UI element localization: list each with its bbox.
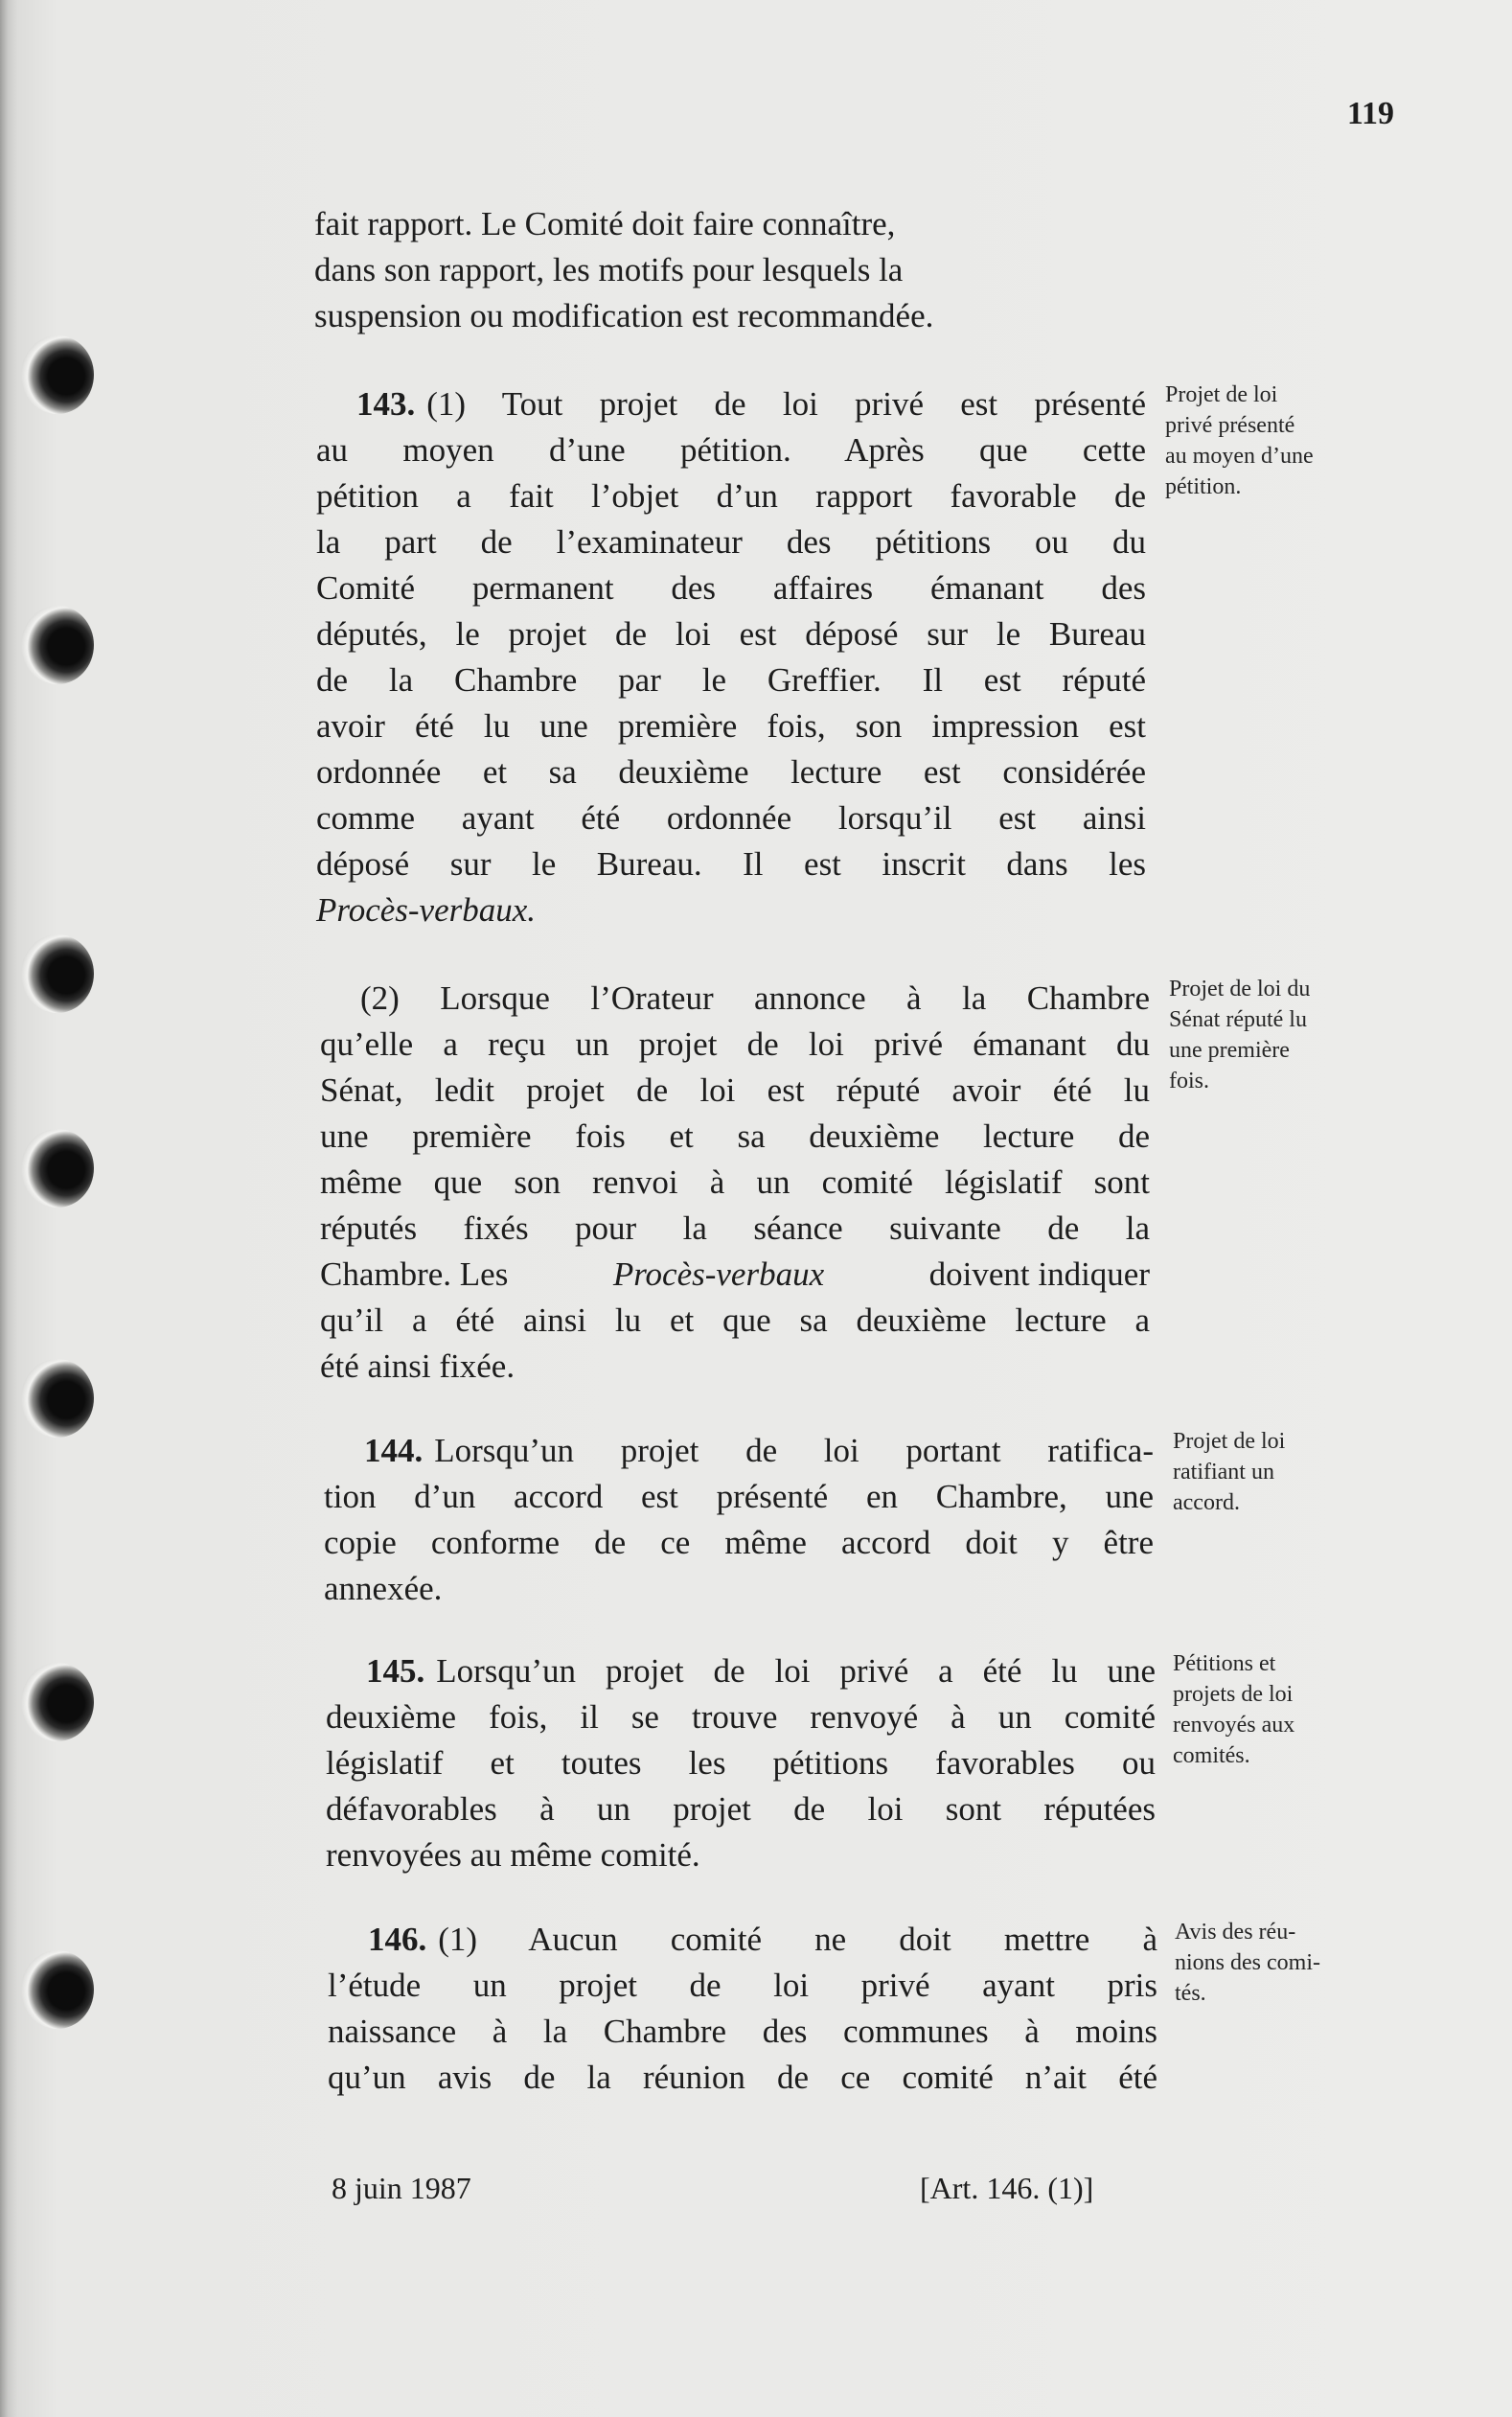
note-line: Avis des réu-	[1175, 1920, 1296, 1945]
text-line: comme ayant été ordonnée lorsqu’il est ainsi	[316, 799, 1146, 837]
text-line: déposé sur le Bureau. Il est inscrit dans les	[316, 845, 1146, 883]
note-line: accord.	[1173, 1490, 1240, 1515]
article-143-2	[320, 976, 1150, 1390]
text-line: ordonnée et sa deuxième lecture est considérée	[316, 753, 1146, 791]
binder-hole	[21, 1663, 94, 1741]
note-line: Projet de loi	[1165, 382, 1278, 407]
text-line: une première fois et sa deuxième lecture de	[320, 1117, 1150, 1155]
text-line: (1) Tout projet de loi privé est présenté	[426, 385, 1146, 423]
note-line: nions des comi-	[1175, 1950, 1320, 1975]
binder-hole	[21, 335, 94, 414]
text-line: annexée.	[324, 1570, 443, 1607]
article-146	[328, 1917, 1157, 2101]
note-line: Projet de loi	[1173, 1429, 1286, 1454]
text-line: copie conforme de ce même accord doit y être	[324, 1524, 1154, 1561]
text-line: doivent indiquer	[928, 1255, 1150, 1293]
note-line: tés.	[1175, 1981, 1206, 2006]
text-line: deuxième fois, il se trouve renvoyé à un comité	[326, 1698, 1156, 1736]
binder-hole	[21, 934, 94, 1013]
text-line: Sénat, ledit projet de loi est réputé avoir été lu	[320, 1071, 1150, 1109]
margin-note	[1165, 380, 1366, 502]
text-line: Chambre. Les	[320, 1255, 509, 1293]
article-number: 145.	[366, 1652, 425, 1690]
text-line: renvoyées au même comité.	[326, 1836, 700, 1874]
binder-hole	[21, 606, 94, 684]
margin-note	[1175, 1917, 1376, 2009]
text-line: dans son rapport, les motifs pour lesquels la	[314, 251, 904, 288]
note-line: fois.	[1169, 1069, 1209, 1093]
binder-hole	[21, 1129, 94, 1208]
note-line: renvoyés aux	[1173, 1713, 1295, 1738]
article-144	[324, 1428, 1154, 1612]
text-line: fait rapport. Le Comité doit faire connaître,	[314, 205, 896, 242]
text-line: (2) Lorsque l’Orateur annonce à la Chambre	[360, 979, 1150, 1017]
text-line: qu’il a été ainsi lu et que sa deuxième lecture a	[320, 1301, 1150, 1339]
text-line: tion d’un accord est présenté en Chambre, une	[324, 1478, 1154, 1515]
text-line: la part de l’examinateur des pétitions ou du	[316, 523, 1146, 561]
italic-reference: Procès-verbaux	[612, 1255, 825, 1293]
article-143	[316, 381, 1146, 933]
margin-note	[1173, 1648, 1374, 1771]
note-line: une première	[1169, 1038, 1290, 1063]
margin-note	[1173, 1426, 1374, 1518]
article-number: 144.	[364, 1432, 424, 1469]
paragraph-continuation	[314, 201, 1144, 339]
footer-reference: [Art. 146. (1)]	[920, 2171, 1094, 2205]
text-line: au moyen d’une pétition. Après que cette	[316, 431, 1146, 469]
page-number: 119	[1346, 96, 1394, 131]
note-line: Projet de loi du	[1169, 977, 1311, 1001]
text-line: de la Chambre par le Greffier. Il est réputé	[316, 661, 1146, 699]
text-line: défavorables à un projet de loi sont réputées	[326, 1790, 1156, 1828]
text-line: Lorsqu’un projet de loi portant ratifica-	[434, 1432, 1154, 1469]
text-line: suspension ou modification est recommandée.	[314, 297, 934, 334]
text-line: qu’un avis de la réunion de ce comité n’ait été	[328, 2059, 1157, 2096]
text-line: même que son renvoi à un comité législatif sont	[320, 1163, 1150, 1201]
note-line: projets de loi	[1173, 1682, 1294, 1707]
note-line: Sénat réputé lu	[1169, 1007, 1307, 1032]
binder-hole	[21, 1950, 94, 2029]
note-line: au moyen d’une	[1165, 444, 1314, 469]
text-line: l’étude un projet de loi privé ayant pris	[328, 1967, 1157, 2004]
text-line: Lorsqu’un projet de loi privé a été lu une	[436, 1652, 1156, 1690]
text-line: naissance à la Chambre des communes à moins	[328, 2013, 1157, 2050]
article-number: 146.	[368, 1921, 427, 1958]
text-line: (1) Aucun comité ne doit mettre à	[438, 1921, 1157, 1958]
text-line: avoir été lu une première fois, son impression est	[316, 707, 1146, 745]
margin-note	[1169, 974, 1370, 1096]
text-line: réputés fixés pour la séance suivante de la	[320, 1209, 1150, 1247]
text-line: pétition a fait l’objet d’un rapport favorable de	[316, 477, 1146, 515]
text-line: été ainsi fixée.	[320, 1347, 515, 1385]
binder-hole	[21, 1359, 94, 1438]
note-line: pétition.	[1165, 474, 1242, 499]
text-line: Procès-verbaux.	[316, 891, 537, 929]
note-line: comités.	[1173, 1743, 1250, 1768]
text-line: Comité permanent des affaires émanant des	[316, 569, 1146, 607]
text-line: législatif et toutes les pétitions favorables ou	[326, 1744, 1156, 1782]
text-line: députés, le projet de loi est déposé sur le Bureau	[316, 615, 1146, 653]
article-number: 143.	[356, 385, 416, 423]
note-line: Pétitions et	[1173, 1651, 1276, 1676]
text-line: qu’elle a reçu un projet de loi privé émanant du	[320, 1025, 1150, 1063]
note-line: privé présenté	[1165, 413, 1295, 438]
footer-date: 8 juin 1987	[332, 2171, 471, 2205]
article-145	[326, 1648, 1156, 1878]
note-line: ratifiant un	[1173, 1460, 1274, 1485]
